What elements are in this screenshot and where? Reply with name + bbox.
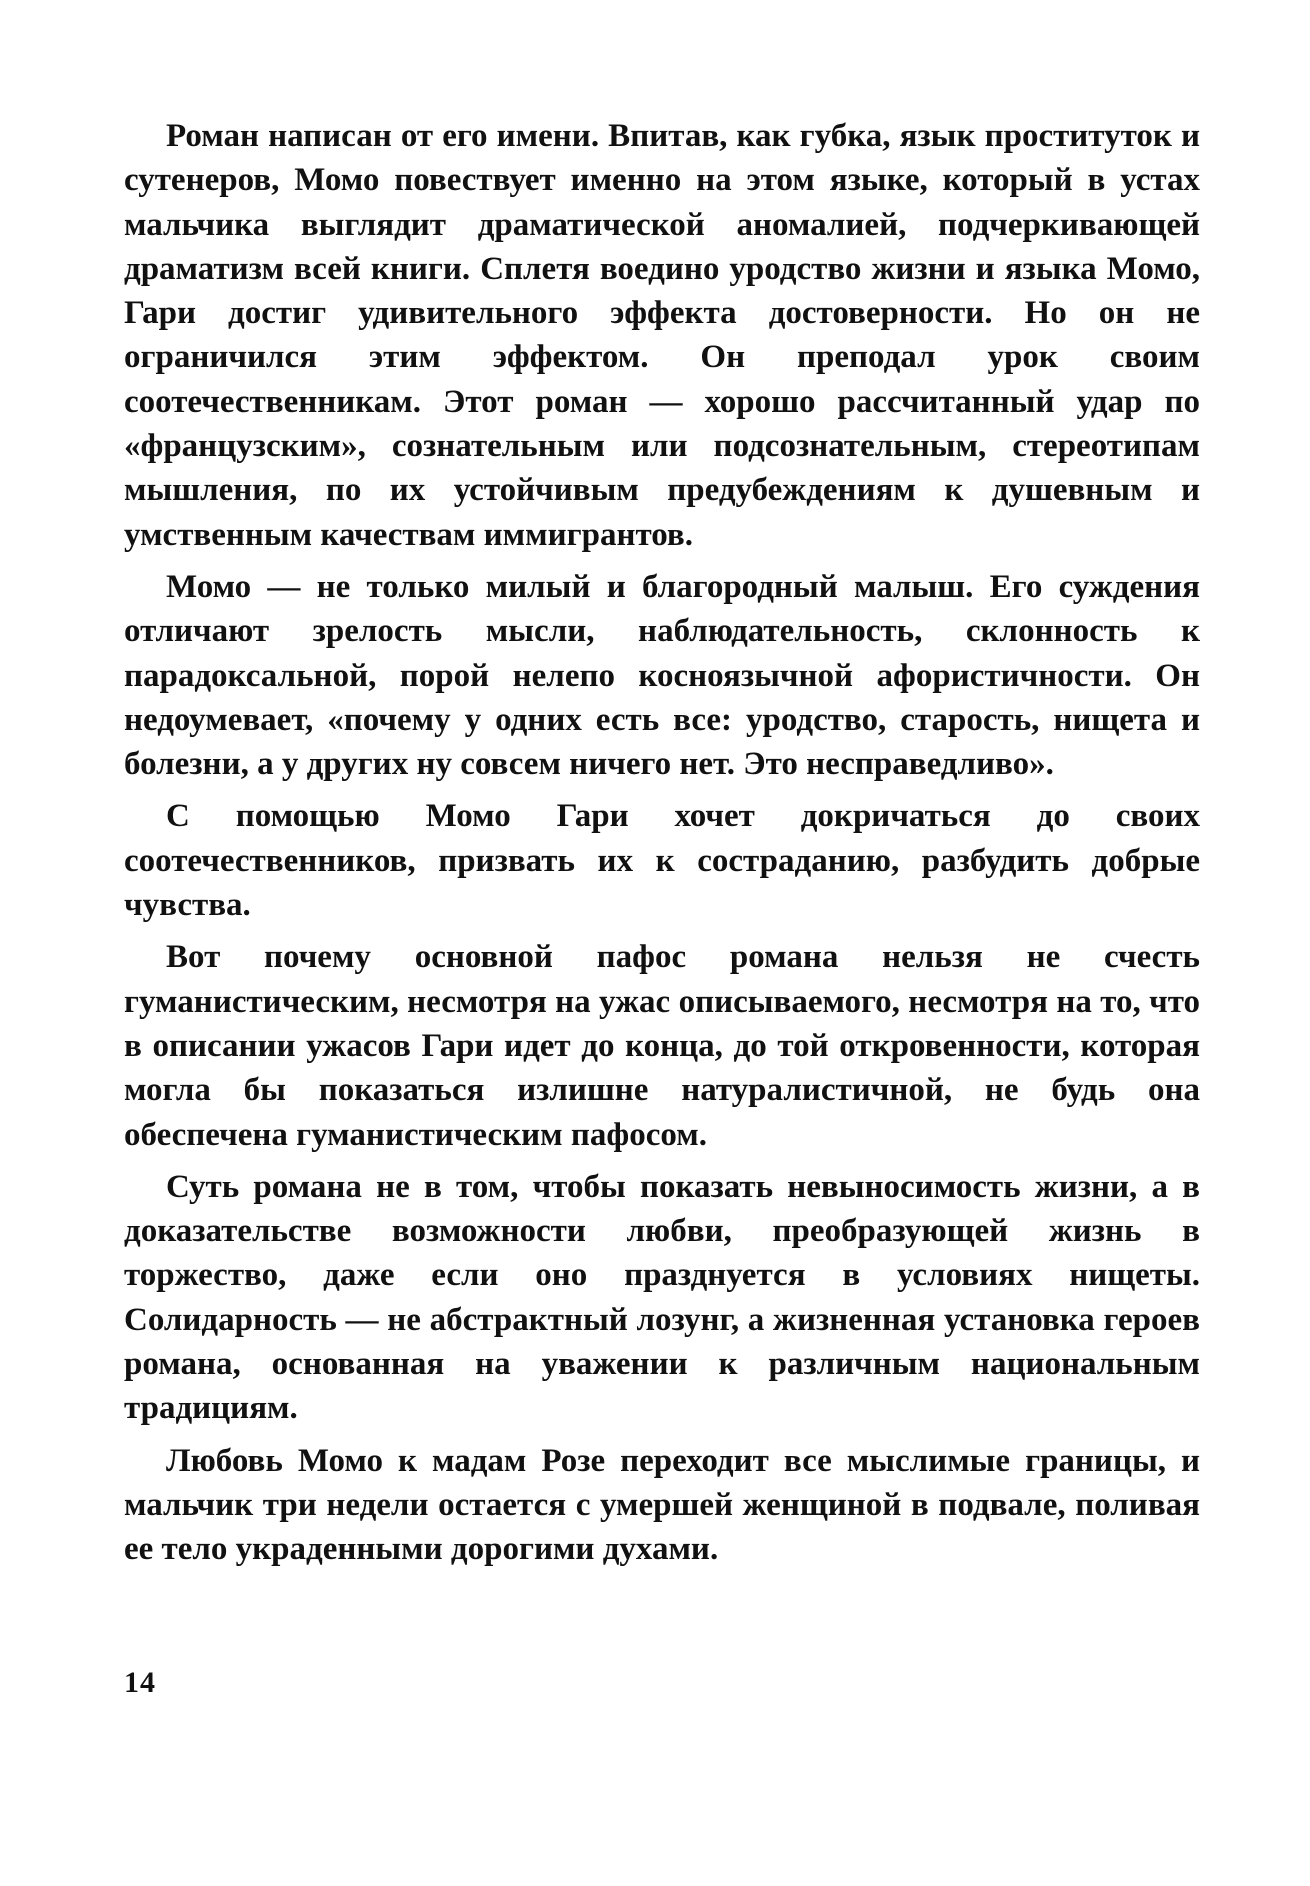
paragraph-5: Суть романа не в том, чтобы показать невыносимость жизни, а в доказательстве возможности любви, преобразующей жизнь в торжество, даже если оно празднуется в условиях нищеты. Солидарность — не абстрактный лозунг, а жизненная установка героев романа, основанная на уважении к различным национальным традициям. [124,1168,1200,1427]
page-number: 14 [124,1666,156,1699]
paragraph-1: Роман написан от его имени. Впитав, как губка, язык проституток и сутенеров, Момо повествует именно на этом языке, который в устах мальчика выглядит драматической аномалией, подчеркивающей драматизм всей книги. Сплетя воедино уродство жизни и языка Момо, Гари достиг удивительного эффекта достоверности. Но он не ограничился этим эффектом. Он преподал урок своим соотечественникам. Этот роман — хорошо рассчитанный удар по «французским», сознательным или подсознательным, стереотипам мышления, по их устойчивым предубеждениям к душевным и умственным качествам иммигрантов. [124,118,1200,553]
paragraph-4: Вот почему основной пафос романа нельзя не счесть гуманистическим, несмотря на ужас описываемого, несмотря на то, что в описании ужасов Гари идет до конца, до той откровенности, которая могла бы показаться излишне натуралистичной, не будь она обеспечена гуманистическим пафосом. [124,939,1200,1153]
page-body [124,114,1200,1580]
paragraph-2: Момо — не только милый и благородный малыш. Его суждения отличают зрелость мысли, наблюдательность, склонность к парадоксальной, порой нелепо косноязычной афористичности. Он недоумевает, «почему у одних есть все: уродство, старость, нищета и болезни, а у других ну совсем ничего нет. Это несправедливо». [124,568,1200,783]
paragraph-3: С помощью Момо Гари хочет докричаться до своих соотечественников, призвать их к состраданию, разбудить добрые чувства. [124,798,1200,924]
paragraph-6: Любовь Момо к мадам Розе переходит все мыслимые границы, и мальчик три недели остается с умершей женщиной в подвале, поливая ее тело украденными дорогими духами. [124,1442,1200,1568]
